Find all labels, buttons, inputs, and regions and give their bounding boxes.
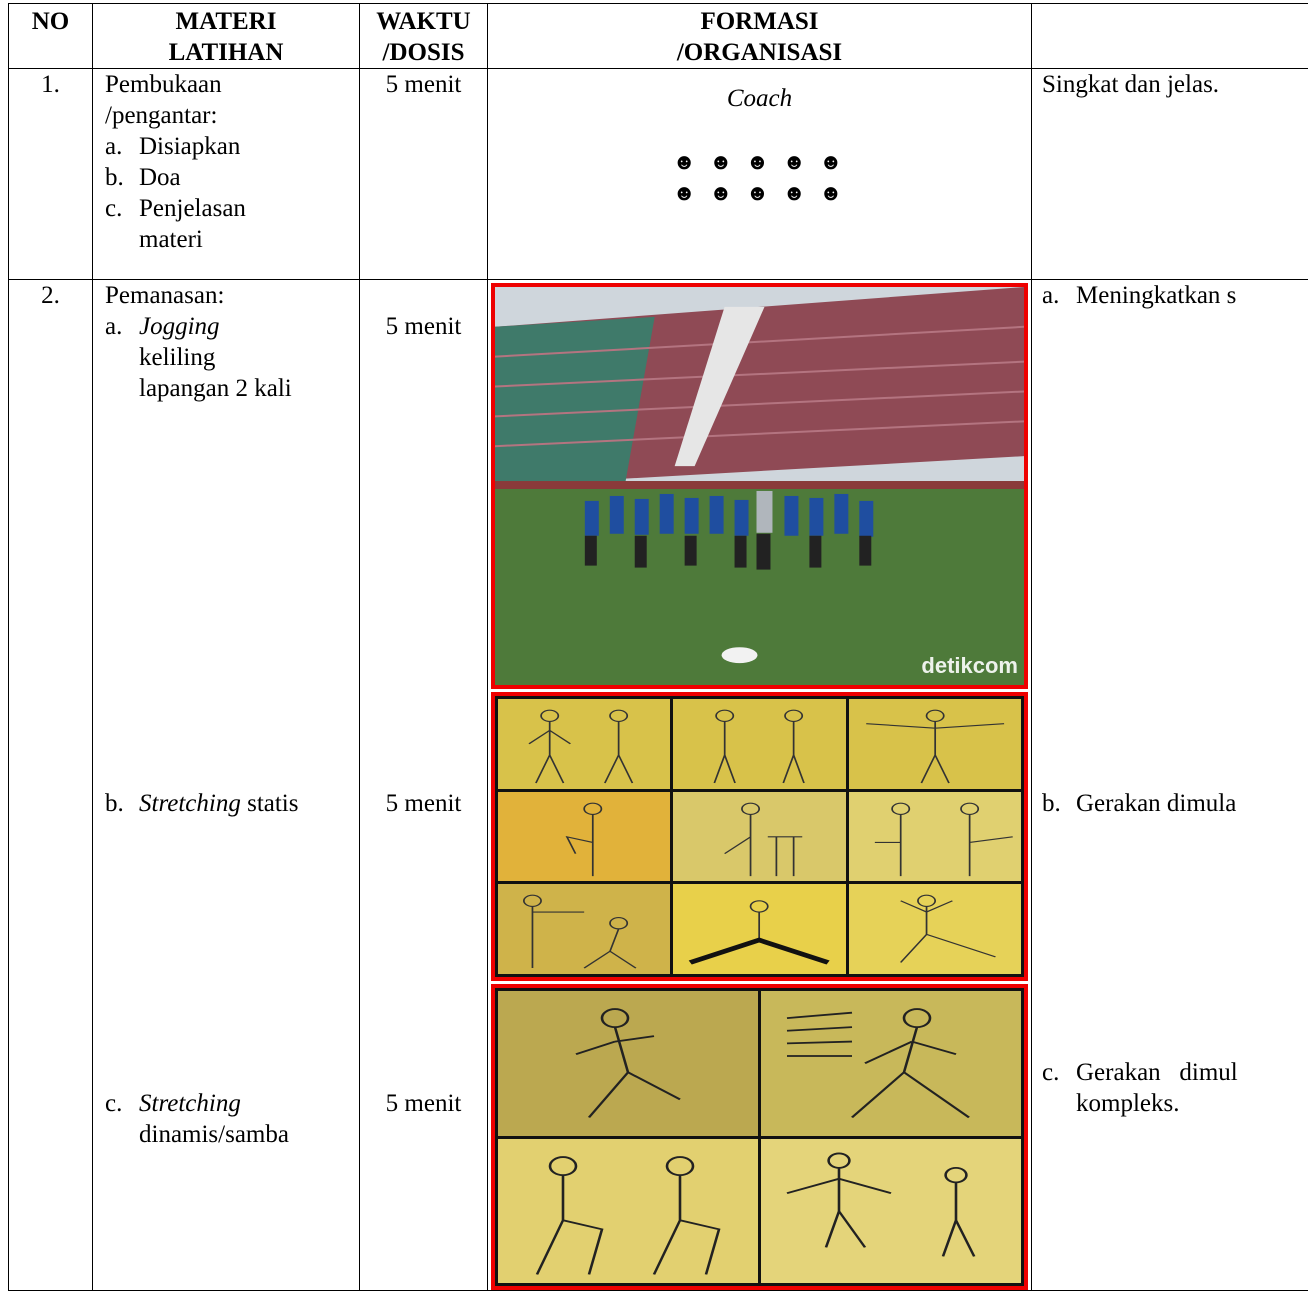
header-no: NO <box>9 4 93 69</box>
table-row <box>9 280 1308 1291</box>
players-row: ☻ ☻ ☻ ☻ ☻ <box>672 149 847 174</box>
row1-no: 1. <box>9 69 93 280</box>
running-figure <box>498 991 758 1136</box>
stretch-figure <box>673 792 845 882</box>
document-page <box>8 3 1308 1316</box>
list-item: c. Gerakan dimul kompleks. <box>1042 1059 1238 1117</box>
stretch-figure <box>849 884 1021 974</box>
header-formasi: FORMASI /ORGANISASI <box>488 4 1032 69</box>
row1-title: Pembukaan <box>105 71 222 98</box>
list-item: a. Disiapkan <box>105 133 241 160</box>
coach-label: Coach <box>726 85 793 112</box>
running-figure <box>761 991 1021 1136</box>
stretch-figure <box>673 699 845 789</box>
stretch-figure <box>498 884 670 974</box>
row2-materi <box>93 280 360 1291</box>
row2-no: 2. <box>9 280 93 1291</box>
stretch-figure <box>498 792 670 882</box>
stretch-figure <box>849 699 1021 789</box>
static-stretching-illustration <box>491 692 1028 981</box>
stretch-figure <box>673 884 845 974</box>
players-row: ☻ ☻ ☻ ☻ ☻ <box>672 180 847 205</box>
table-header-row <box>9 4 1308 69</box>
list-item: b. Stretching statis <box>105 790 299 817</box>
training-table <box>8 3 1308 1291</box>
list-item: a. Meningkatkan s <box>1042 282 1237 309</box>
row1-materi: Pembukaan /pengantar: a. Disiapkan b. Doa c. Penjelasan materi <box>93 69 360 280</box>
row1-waktu: 5 menit <box>360 69 488 280</box>
skipping-figure <box>761 1139 1021 1284</box>
kicking-figure <box>498 1139 758 1284</box>
list-item: b. Doa <box>105 164 181 191</box>
row2-keterangan <box>1032 280 1308 1291</box>
stadium-image <box>495 287 1024 685</box>
row1-formasi <box>488 69 1032 280</box>
row2-waktu: 5 menit 5 menit 5 menit <box>360 280 488 1291</box>
jogging-photo <box>491 283 1028 689</box>
row2-formasi <box>488 280 1032 1291</box>
list-item: c. Penjelasan <box>105 195 246 222</box>
list-item: a. Jogging keliling lapangan 2 kali <box>105 313 292 402</box>
table-row <box>9 69 1308 280</box>
header-keterangan <box>1032 4 1308 69</box>
list-item: c. Stretching dinamis/samba <box>105 1090 289 1148</box>
stretch-figure <box>498 699 670 789</box>
dynamic-stretching-illustration <box>491 984 1028 1290</box>
row1-keterangan: Singkat dan jelas. <box>1032 69 1308 280</box>
photo-watermark: detikcom <box>921 653 1018 678</box>
header-materi: MATERI LATIHAN <box>93 4 360 69</box>
stretch-figure <box>849 792 1021 882</box>
list-item: b. Gerakan dimula <box>1042 790 1237 817</box>
header-waktu: WAKTU /DOSIS <box>360 4 488 69</box>
row2-title: Pemanasan: <box>105 282 225 309</box>
